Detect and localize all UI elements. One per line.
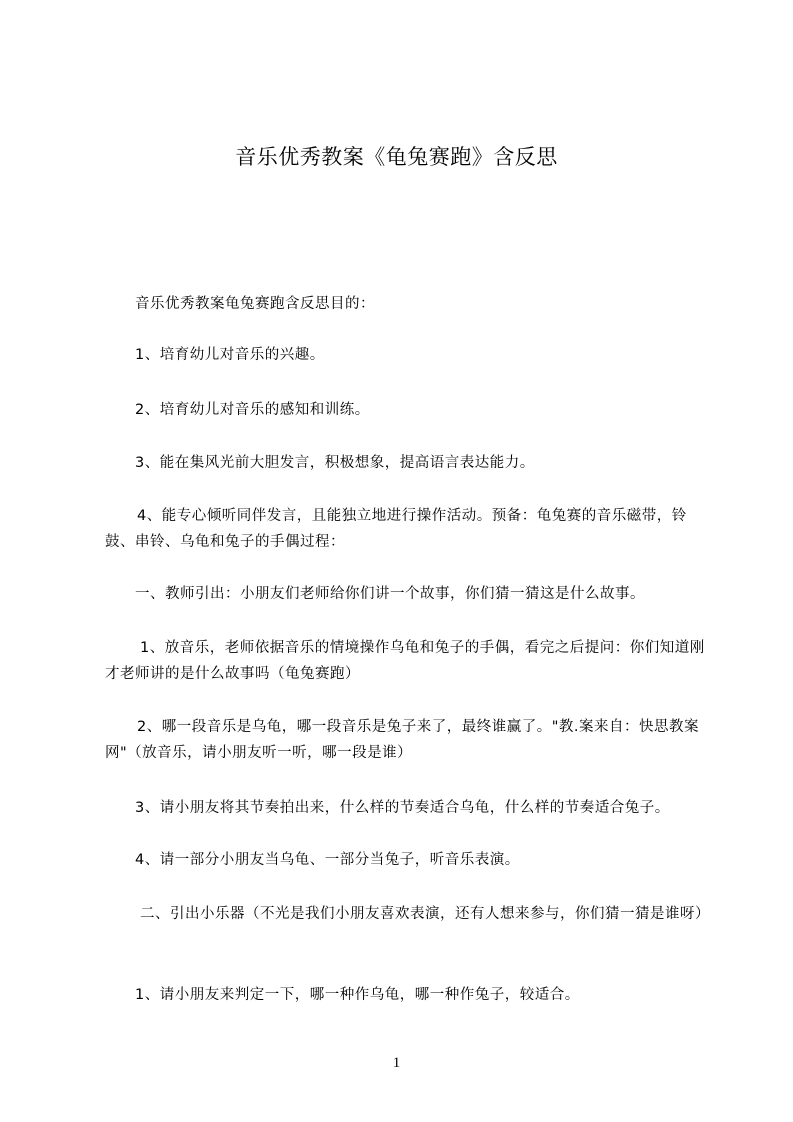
paragraph-objective-4-preparation: 4、能专心倾听同伴发言，且能独立地进行操作活动。预备：龟兔赛的音乐磁带，铃鼓、串铃、乌龟和兔子的手偶过程： (105, 508, 687, 550)
paragraph-step-one-2: 2、哪一段音乐是乌龟，哪一段音乐是兔子来了，最终谁赢了。"教.案来自：快思教案网"（放音乐，请小朋友听一听，哪一段是谁） (105, 719, 700, 761)
paragraph-objective-3: 3、能在集风光前大胆发言，积极想象，提高语言表达能力。 (135, 455, 535, 471)
paragraph-objectives-intro: 音乐优秀教案龟兔赛跑含反思目的： (135, 296, 375, 312)
paragraph-step-one-3: 3、请小朋友将其节奏拍出来，什么样的节奏适合乌龟，什么样的节奏适合兔子。 (135, 800, 670, 816)
paragraph-step-two: 二、引出小乐器（不光是我们小朋友喜欢表演，还有人想来参与，你们猜一猜是谁呀） (140, 906, 710, 922)
paragraph-step-one: 一、教师引出：小朋友们老师给你们讲一个故事，你们猜一猜这是什么故事。 (135, 586, 645, 602)
paragraph-objective-1: 1、培育幼儿对音乐的兴趣。 (135, 347, 325, 363)
paragraph-step-one-4: 4、请一部分小朋友当乌龟、一部分当兔子，听音乐表演。 (135, 852, 520, 868)
page-number: 1 (392, 1055, 401, 1071)
document-title: 音乐优秀教案《龟兔赛跑》含反思 (235, 145, 558, 169)
paragraph-step-two-1: 1、请小朋友来判定一下，哪一种作乌龟，哪一种作兔子，较适合。 (135, 987, 580, 1003)
paragraph-step-one-1: 1、放音乐，老师依据音乐的情境操作乌龟和兔子的手偶，看完之后提问：你们知道刚才老师讲的是什么故事吗（龟兔赛跑） (105, 640, 705, 682)
paragraph-objective-2: 2、培育幼儿对音乐的感知和训练。 (135, 402, 370, 418)
